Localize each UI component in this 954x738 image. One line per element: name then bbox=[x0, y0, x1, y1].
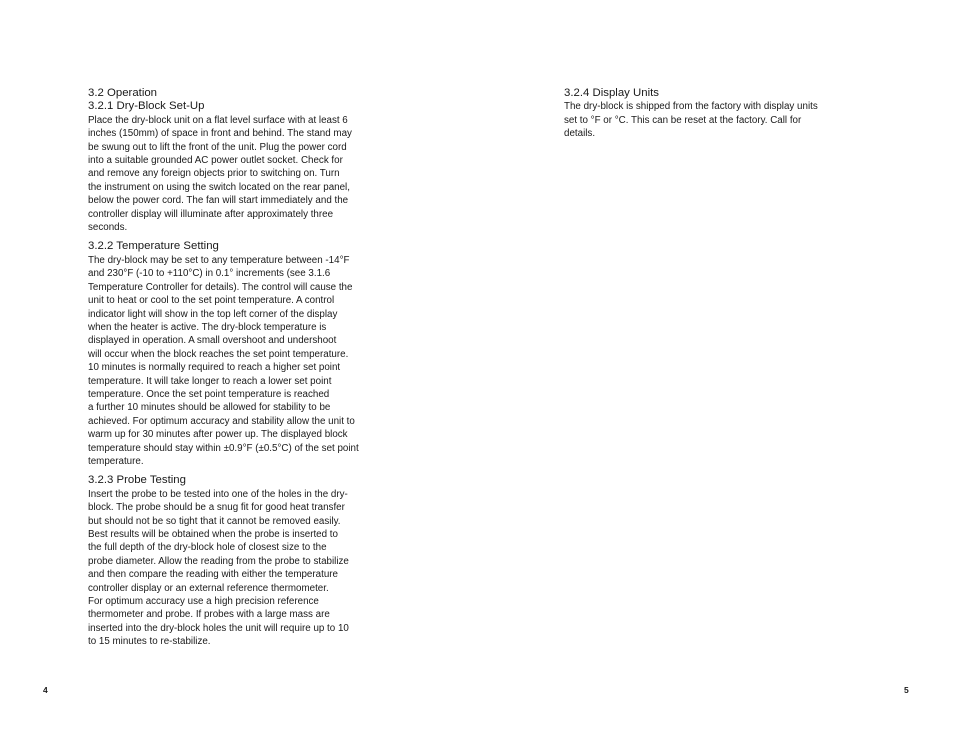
left-page-column bbox=[88, 87, 392, 649]
text-line: the full depth of the dry-block hole of closest size to the bbox=[88, 542, 327, 554]
text-line: but should not be so tight that it cannot be removed easily. bbox=[88, 515, 341, 527]
temperature-setting-paragraph bbox=[88, 254, 392, 469]
text-line: when the heater is active. The dry-block temperature is bbox=[88, 321, 327, 333]
text-line: For optimum accuracy use a high precision reference bbox=[88, 596, 319, 608]
display-units-paragraph bbox=[564, 100, 864, 140]
text-line: and 230°F (-10 to +110°C) in 0.1° increments (see 3.1.6 bbox=[88, 268, 331, 280]
text-line: warm up for 30 minutes after power up. The displayed block bbox=[88, 429, 348, 441]
text-line: controller display will illuminate after approximately three bbox=[88, 208, 334, 220]
text-line: into a suitable grounded AC power outlet socket. Check for bbox=[88, 155, 343, 167]
text-line: Best results will be obtained when the probe is inserted to bbox=[88, 529, 338, 540]
text-line: set to °F or °C. This can be reset at the factory. Call for bbox=[564, 114, 802, 126]
text-line: achieved. For optimum accuracy and stability allow the unit to bbox=[88, 415, 355, 427]
display-units-heading: 3.2.4 Display Units bbox=[564, 87, 659, 99]
text-line: temperature. It will take longer to reach a lower set point bbox=[88, 375, 332, 387]
text-line: unit to heat or cool to the set point temperature. A control bbox=[88, 295, 335, 307]
text-line: below the power cord. The fan will start immediately and the bbox=[88, 195, 349, 207]
temperature-setting-heading: 3.2.2 Temperature Setting bbox=[88, 240, 219, 253]
section-title: 3.2 Operation bbox=[88, 87, 158, 99]
text-line: 10 minutes is normally required to reach a higher set point bbox=[88, 362, 341, 374]
text-line: temperature. bbox=[88, 455, 144, 467]
probe-testing-heading: 3.2.3 Probe Testing bbox=[88, 474, 186, 487]
text-line: indicator light will show in the top left corner of the display bbox=[88, 308, 338, 320]
text-line: will occur when the block reaches the set point temperature. bbox=[88, 348, 349, 360]
text-line: and remove any foreign objects prior to switching on. Turn bbox=[88, 168, 340, 180]
text-line: The dry-block may be set to any temperature between -14°F bbox=[88, 254, 350, 266]
text-line: displayed in operation. A small overshoot and undershoot bbox=[88, 335, 337, 347]
page-number-right: 5 bbox=[904, 685, 909, 695]
text-line: Insert the probe to be tested into one of the holes in the dry- bbox=[88, 488, 348, 500]
text-line: probe diameter. Allow the reading from the probe to stabilize bbox=[88, 555, 349, 567]
text-line: controller display or an external reference thermometer. bbox=[88, 582, 329, 594]
text-line: a further 10 minutes should be allowed for stability to be bbox=[88, 402, 331, 414]
right-page-column bbox=[564, 87, 864, 141]
text-line: temperature. Once the set point temperature is reached bbox=[88, 388, 330, 400]
text-line: The dry-block is shipped from the factory with display units bbox=[564, 101, 818, 113]
text-line: inches (150mm) of space in front and behind. The stand may bbox=[88, 128, 352, 140]
text-line: seconds. bbox=[88, 222, 128, 234]
text-line: details. bbox=[564, 128, 596, 140]
text-line: Place the dry-block unit on a flat level surface with at least 6 bbox=[88, 114, 348, 126]
text-line: be swung out to lift the front of the unit. Plug the power cord bbox=[88, 141, 347, 153]
text-line: thermometer and probe. If probes with a large mass are bbox=[88, 609, 330, 621]
page-number-left: 4 bbox=[43, 685, 48, 695]
text-line: inserted into the dry-block holes the unit will require up to 10 bbox=[88, 622, 349, 634]
text-line: and then compare the reading with either the temperature bbox=[88, 569, 338, 581]
text-line: the instrument on using the switch located on the rear panel, bbox=[88, 181, 350, 193]
setup-heading: 3.2.1 Dry-Block Set-Up bbox=[88, 100, 205, 113]
text-line: temperature should stay within ±0.9°F (±0.5°C) of the set point bbox=[88, 442, 359, 454]
text-line: Temperature Controller for details). The control will cause the bbox=[88, 281, 353, 293]
text-line: to 15 minutes to re-stabilize. bbox=[88, 636, 211, 648]
probe-testing-paragraph bbox=[88, 488, 392, 649]
setup-paragraph bbox=[88, 114, 392, 235]
text-line: block. The probe should be a snug fit for good heat transfer bbox=[88, 502, 345, 514]
